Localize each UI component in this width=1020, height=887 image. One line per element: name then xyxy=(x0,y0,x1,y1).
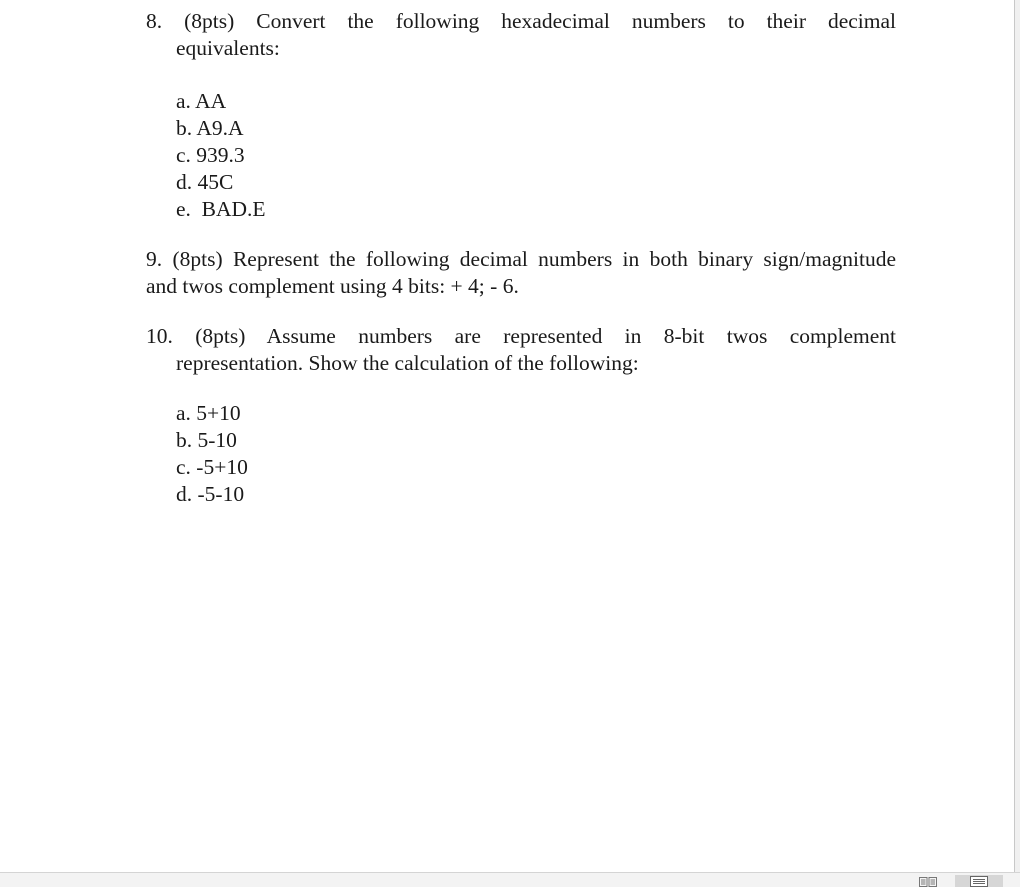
question-9 xyxy=(146,246,896,300)
status-bar xyxy=(0,872,1020,887)
read-mode-button[interactable] xyxy=(914,875,942,887)
question-9-line-2: and twos complement using 4 bits: + 4; - 6. xyxy=(146,274,519,298)
question-8-heading: 8. (8pts) Convert the following hexadecimal numbers to their decimal xyxy=(146,9,896,33)
list-item: a. 5+10 xyxy=(176,401,241,425)
print-layout-icon xyxy=(970,876,988,887)
print-layout-button[interactable] xyxy=(955,875,1003,887)
question-8-continuation: equivalents: xyxy=(176,36,280,60)
list-item: c. 939.3 xyxy=(176,143,245,167)
question-8-items xyxy=(176,88,266,223)
question-10-continuation: representation. Show the calculation of the following: xyxy=(176,351,639,375)
question-10-items xyxy=(176,400,248,508)
list-item: e. BAD.E xyxy=(176,197,266,221)
read-mode-icon xyxy=(919,877,937,887)
question-10 xyxy=(146,323,896,377)
question-9-line-1: 9. (8pts) Represent the following decimal numbers in both binary sign/magnitude xyxy=(146,247,896,271)
list-item: b. A9.A xyxy=(176,116,244,140)
question-10-heading: 10. (8pts) Assume numbers are represented in 8-bit twos complement xyxy=(146,324,896,348)
vertical-scrollbar[interactable] xyxy=(1014,0,1020,872)
list-item: d. -5-10 xyxy=(176,482,245,506)
list-item: a. AA xyxy=(176,89,227,113)
list-item: b. 5-10 xyxy=(176,428,237,452)
question-8 xyxy=(146,8,896,62)
list-item: d. 45C xyxy=(176,170,234,194)
list-item: c. -5+10 xyxy=(176,455,248,479)
